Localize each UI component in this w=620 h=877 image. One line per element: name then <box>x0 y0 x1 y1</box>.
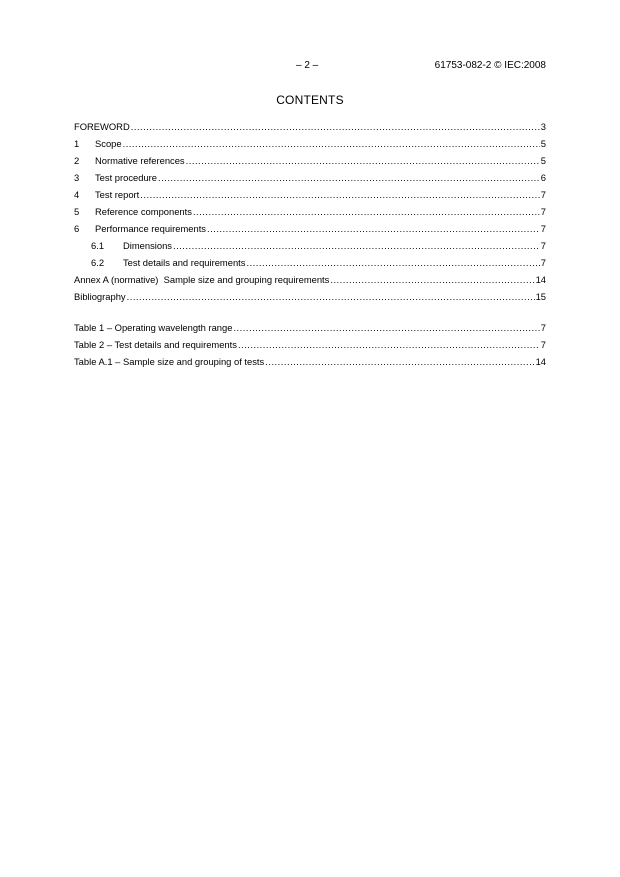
dot-leader <box>186 152 540 169</box>
toc-entry-dimensions[interactable] <box>74 237 546 254</box>
toc-entry-number: 5 <box>74 206 80 217</box>
toc-entry-page: 5 <box>540 138 546 149</box>
toc-entry-scope[interactable] <box>74 135 546 152</box>
toc-entry-reference-components[interactable] <box>74 203 546 220</box>
table-entry-label: Table 2 – Test details and requirements <box>74 339 237 350</box>
toc-entry-normative-references[interactable] <box>74 152 546 169</box>
toc-entry-label: Performance requirements <box>95 223 206 234</box>
toc-entry-foreword[interactable] <box>74 118 546 135</box>
table-entry-a1[interactable] <box>74 353 546 370</box>
dot-leader <box>173 237 540 254</box>
page-header <box>74 60 546 74</box>
toc-entry-label: Dimensions <box>123 240 172 251</box>
toc-entry-test-procedure[interactable] <box>74 169 546 186</box>
dot-leader <box>193 203 540 220</box>
table-entry-page: 7 <box>540 339 546 350</box>
dot-leader <box>238 336 540 353</box>
toc-entry-label: Reference components <box>95 206 192 217</box>
table-entry-label: Table A.1 – Sample size and grouping of tests <box>74 356 265 367</box>
table-entry-2[interactable] <box>74 336 546 353</box>
dot-leader <box>158 169 540 186</box>
dot-leader <box>246 254 539 271</box>
toc-entry-label: Normative references <box>95 155 185 166</box>
dot-leader <box>131 118 540 135</box>
list-of-tables <box>74 319 546 370</box>
dot-leader <box>127 288 535 305</box>
toc-entry-page: 3 <box>540 121 546 132</box>
toc-entry-number: 4 <box>74 189 80 200</box>
toc-entry-page: 7 <box>540 189 546 200</box>
table-entry-label: Table 1 – Operating wavelength range <box>74 322 233 333</box>
toc-entry-number: 2 <box>74 155 80 166</box>
toc-entry-label: Test procedure <box>95 172 158 183</box>
toc-entry-label: Test details and requirements <box>123 257 246 268</box>
toc-entry-annex-a[interactable] <box>74 271 546 288</box>
toc-entry-page: 7 <box>540 206 546 217</box>
table-entry-page: 14 <box>535 356 546 367</box>
toc-entry-bibliography[interactable] <box>74 288 546 305</box>
toc-entry-page: 5 <box>540 155 546 166</box>
page-number: – 2 – <box>296 60 319 71</box>
toc-entry-number: 6.2 <box>91 257 105 268</box>
toc-entry-test-report[interactable] <box>74 186 546 203</box>
dot-leader <box>207 220 540 237</box>
toc-entry-page: 7 <box>540 240 546 251</box>
table-entry-1[interactable] <box>74 319 546 336</box>
toc-entry-performance-requirements[interactable] <box>74 220 546 237</box>
toc-entry-page: 14 <box>535 274 546 285</box>
toc-entry-label: FOREWORD <box>74 121 130 132</box>
toc-entry-number: 6 <box>74 223 80 234</box>
toc-entry-page: 15 <box>535 291 546 302</box>
table-entry-page: 7 <box>540 322 546 333</box>
toc-entry-page: 7 <box>540 257 546 268</box>
dot-leader <box>123 135 540 152</box>
dot-leader <box>140 186 539 203</box>
dot-leader <box>265 353 534 370</box>
document-identifier: 61753-082-2 © IEC:2008 <box>434 60 546 71</box>
table-of-contents <box>74 118 546 305</box>
toc-entry-test-details[interactable] <box>74 254 546 271</box>
toc-entry-label: Scope <box>95 138 122 149</box>
toc-entry-label: Bibliography <box>74 291 126 302</box>
toc-entry-page: 7 <box>540 223 546 234</box>
contents-title: CONTENTS <box>276 93 344 107</box>
toc-entry-number: 6.1 <box>91 240 105 251</box>
toc-entry-page: 6 <box>540 172 546 183</box>
toc-entry-number: 1 <box>74 138 80 149</box>
dot-leader <box>233 319 539 336</box>
dot-leader <box>330 271 534 288</box>
toc-entry-label: Annex A (normative) Sample size and grouping requirements <box>74 274 330 285</box>
toc-entry-label: Test report <box>95 189 140 200</box>
toc-entry-number: 3 <box>74 172 80 183</box>
